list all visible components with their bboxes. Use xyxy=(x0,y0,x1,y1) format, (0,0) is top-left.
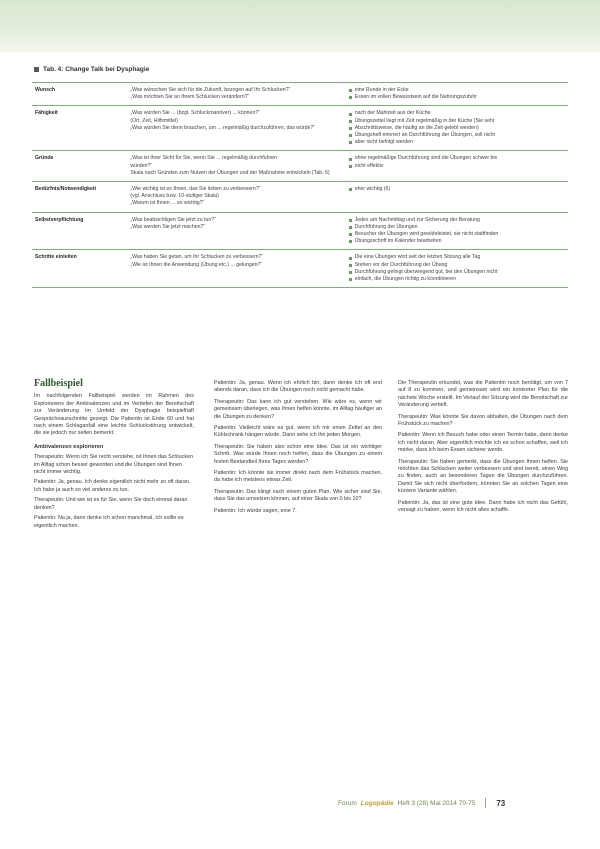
row-label: Schritte einleiten xyxy=(32,250,127,288)
change-talk-questions xyxy=(127,250,345,288)
answer-text: Essen im vollen Bewusstsein auf die Nahrungszufuhr xyxy=(354,94,477,101)
question-line: „Warum ist Ihnen ... so wichtig?“ xyxy=(130,200,205,207)
bullet-icon xyxy=(349,240,352,243)
caption-square-icon xyxy=(34,67,39,72)
answer-item xyxy=(349,217,565,224)
question-line: „Wie wichtig ist es Ihnen, das Sie lieben zu verbessern?“ xyxy=(130,186,261,193)
answer-text: Übungsheft erinnert an Durchführung der Übungen, soll nicht xyxy=(354,132,495,139)
bullet-icon xyxy=(349,188,352,191)
dialog-line: Therapeutin: Wenn ich Sie recht verstehe, ist Ihnen das Schlucken im Alltag schon besser geworden und die Übungen sind Ihnen nicht immer wichtig. xyxy=(34,454,194,476)
answer-item xyxy=(349,87,565,94)
example-answers xyxy=(346,212,568,250)
dialog-line: Patientin: Vielleicht wäre es gut, wenn ich mir einen Zettel an den Kühlschrank hängen würde. Dann sehe ich ihn jeden Morgen. xyxy=(214,425,382,439)
dialog-list xyxy=(214,380,382,515)
row-label: Bedürfnis/Notwendigkeit xyxy=(32,182,127,213)
answer-text: ohne regelmäßige Durchführung sind die Übungen schwer bis xyxy=(354,155,498,162)
answer-item xyxy=(349,276,565,283)
answer-text: Durchführung gelingt überwiegend gut, bei den Übungen nicht xyxy=(354,268,498,275)
question-line: Skala nach Gründen zum Nutzen der Übungen und der Maßnahme entwickeln (Tab. 5) xyxy=(130,169,330,176)
answer-text: eine Runde in der Ecke xyxy=(354,87,409,93)
dialog-line: Patientin: Ja, das ist eine gute Idee. Dann habe ich nicht das Gefühl, versagt zu haben, wenn ich nicht alles schaffe. xyxy=(398,499,568,514)
answer-text: Stehen vor der Durchführung der Übung xyxy=(354,261,448,268)
answer-item xyxy=(349,269,565,276)
column-3 xyxy=(398,380,568,519)
answer-text: Übungsschrift im Kalender bearbeiten xyxy=(354,238,442,245)
table-caption xyxy=(34,66,149,73)
dialog-line: Die Therapeutin erkundet, was die Patientin noch benötigt, um von 7 auf 8 zu kommen, und gemeinsam wird ein konkreter Plan für die nächste Woche erstellt. Im Verlauf der Sitzung wird die Bereitschaft zur Veränderung vertieft. xyxy=(398,380,568,409)
answer-text: Die eine Übungen wird seit der letzten Sitzung alle Tag xyxy=(354,254,481,261)
dialog-line: Patientin: Ja, genau. Wenn ich ehrlich bin, dann denke ich oft erst abends daran, dass ich die Übungen noch nicht gemacht habe. xyxy=(214,380,382,394)
answer-text: eher wichtig (6) xyxy=(354,186,391,193)
answer-item xyxy=(349,125,565,132)
row-label: Fähigkeit xyxy=(32,106,127,151)
question-line: „Was werden Sie jetzt machen?“ xyxy=(130,223,206,230)
question-line: „Wie ist Ihnen die Anwendung (Übung etc.) ... gelungen?“ xyxy=(130,261,263,268)
bullet-icon xyxy=(349,226,352,229)
table-row xyxy=(32,182,568,213)
dialog-line: Therapeutin: Und wie ist es für Sie, wenn Sie doch einmal daran denken? xyxy=(34,497,188,511)
answer-item xyxy=(349,238,565,245)
table-row xyxy=(32,83,568,106)
answer-item xyxy=(349,139,565,146)
bullet-icon xyxy=(349,141,352,144)
bullet-icon xyxy=(349,89,352,92)
page-footer xyxy=(338,798,574,808)
bullet-icon xyxy=(349,278,352,281)
question-line: „Was wünschen Sie sich für die Zukunft, bezogen auf Ihr Schlucken?“ xyxy=(130,87,291,93)
example-answers xyxy=(346,182,568,213)
dialog-line: Therapeutin: Sie haben also schon eine Idee. Das ist ein wichtiger Schritt. Was würde Ihnen noch helfen, dass die Übungen zu einem festen Bestandteil Ihres Tages werden? xyxy=(214,443,382,465)
answer-text: Besucher der Übungen wird gewährleistet, sie nicht stattfinden xyxy=(354,231,499,238)
answer-item xyxy=(349,163,565,170)
answer-text: Abschnittsweise, die häufig an die Zeit gelebt werden) xyxy=(354,124,479,131)
ambivalence-subhead: Ambivalenzen explorieren xyxy=(34,443,104,450)
column-2 xyxy=(214,380,382,519)
table-caption-text: Tab. 4: Change Talk bei Dysphagie xyxy=(43,66,150,73)
table-row xyxy=(32,212,568,250)
answer-item xyxy=(349,254,565,261)
question-line: „Was würden Sie denn brauchen, um ... regelmäßig durchzuführen, das würde?“ xyxy=(130,124,316,131)
answer-text: nach der Mahlzeit aus der Küche xyxy=(354,110,431,117)
dialog-line: Patientin: Na ja, dann denke ich schon manchmal, ich sollte es eigentlich machen. xyxy=(34,515,184,529)
answer-item xyxy=(349,94,565,101)
question-line: „Was ist Ihrer Sicht für Sie, wenn Sie ... regelmäßig durchführen xyxy=(130,155,277,162)
example-answers xyxy=(346,83,568,106)
change-talk-questions xyxy=(127,106,345,151)
example-answers xyxy=(346,250,568,288)
row-label: Selbstverpflichtung xyxy=(32,212,127,250)
answer-item xyxy=(349,118,565,125)
answer-text: einfach, die Übungen richtig zu koordinieren xyxy=(354,276,456,283)
example-answers xyxy=(346,151,568,182)
question-line: „Was beabsichtigen Sie jetzt zu tun?“ xyxy=(130,216,216,223)
case-title: Fallbeispiel xyxy=(34,378,83,389)
answer-text: Übungszettel liegt mit Zeit regelmäßig in der Küche (Sie sehr xyxy=(354,117,495,124)
bullet-icon xyxy=(349,219,352,222)
answer-text: Jedes am Nachmittag und zur Sicherung der Beratung xyxy=(354,216,480,223)
column-1 xyxy=(34,380,194,533)
question-line: „Was würden Sie ... (bzgl. Schluckmanöver) ... können?“ xyxy=(130,110,260,117)
change-talk-questions xyxy=(127,182,345,213)
dialog-list xyxy=(34,454,194,530)
bullet-icon xyxy=(349,264,352,267)
answer-item xyxy=(349,224,565,231)
change-talk-questions xyxy=(127,151,345,182)
question-line: würden?“ xyxy=(130,162,153,169)
dialog-list xyxy=(398,380,568,515)
bullet-icon xyxy=(349,120,352,123)
row-label: Wunsch xyxy=(32,83,127,106)
question-line: (vgl. Anschluss bzw. 10-stufiger Skala) xyxy=(130,193,219,200)
change-talk-questions xyxy=(127,212,345,250)
bullet-icon xyxy=(349,271,352,274)
answer-text: aber nicht befolgt werden xyxy=(354,139,413,146)
bullet-icon xyxy=(349,113,352,116)
bullet-icon xyxy=(349,233,352,236)
header-band xyxy=(0,0,600,52)
page-number: 73 xyxy=(496,798,506,808)
journal-name-emphasis: Logopädie xyxy=(360,799,394,807)
dialog-line: Patientin: Wenn ich Besuch habe oder einen Termin habe, dann denke ich nicht daran. Aber eigentlich möchte ich es schon schaffen, weil ich merke, dass ich beim Essen sicherer werde. xyxy=(398,432,568,454)
dialog-line: Therapeutin: Sie haben gemerkt, dass die Übungen Ihnen helfen. Sie möchten das Schlucken weiter verbessern und sind bereit, einen Weg zu finden, auch an besonderen Tagen die Übungen durchzuführen. Damit Sie sich nicht überfordern, könnten Sie an solchen Tagen eine kürzere Variante wählen. xyxy=(398,458,568,495)
footer-divider xyxy=(485,798,486,808)
table-row xyxy=(32,151,568,182)
dialog-line: Therapeutin: Das klingt nach einem guten Plan. Wie sicher sind Sie, dass Sie das umsetzen können, auf einer Skala von 0 bis 10? xyxy=(214,488,382,503)
bullet-icon xyxy=(349,257,352,260)
example-answers xyxy=(346,106,568,151)
answer-item xyxy=(349,132,565,139)
question-line: (Ort, Zeit, Hilfsmittel) xyxy=(130,117,178,124)
change-talk-questions xyxy=(127,83,345,106)
case-intro: Im nachfolgenden Fallbeispiel werden im Rahmen des Explorierens der Ambivalenzen und im Vertiefen der Bereitschaft zur Veränderung im Umfeld der Dysphagie beispielhaft Gesprächsausschnitte gezeigt. Die Patientin ist Ende 60 und hat nach einem Schlaganfall eine leichte Schluckstörung entwickelt, die sie jedoch nur selten bemerkt. xyxy=(34,393,194,437)
dialog-line: Therapeutin: Was könnte Sie davon abhalten, die Übungen nach dem Frühstück zu machen? xyxy=(398,413,568,428)
answer-item xyxy=(349,110,565,117)
answer-item xyxy=(349,155,565,162)
answer-item xyxy=(349,262,565,269)
dialog-line: Patientin: Ich würde sagen, eine 7. xyxy=(214,507,297,514)
journal-name: Forum xyxy=(338,799,357,807)
question-line: „Was möchten Sie an Ihrem Schlucken verändern?“ xyxy=(130,94,250,101)
question-line: „Was haben Sie getan, um Ihr Schlucken zu verbessern?“ xyxy=(130,254,264,261)
bullet-icon xyxy=(349,127,352,130)
row-label: Gründe xyxy=(32,151,127,182)
bullet-icon xyxy=(349,165,352,168)
bullet-icon xyxy=(349,134,352,137)
issue-info: Heft 3 (28) Mai 2014 70-75 xyxy=(397,799,476,807)
answer-text: nicht effektiv xyxy=(354,162,384,169)
table-row xyxy=(32,250,568,288)
table-row xyxy=(32,106,568,151)
dialog-line: Patientin: Ich könnte sie immer direkt nach dem Frühstück machen, da habe ich meistens etwas Zeit. xyxy=(214,470,382,484)
bullet-icon xyxy=(349,158,352,161)
change-talk-table xyxy=(32,82,568,288)
answer-text: Durchführung der Übungen xyxy=(354,223,418,230)
dialog-line: Therapeutin: Das kann ich gut verstehen. Wie wäre es, wenn wir gemeinsam überlegen, was Ihnen helfen könnte, im Alltag häufiger an die Übungen zu denken? xyxy=(214,398,382,420)
answer-item xyxy=(349,186,565,193)
dialog-line: Patientin: Ja, genau. Ich denke eigentlich nicht mehr so oft daran. Ich habe ja auch so viel anderes zu tun. xyxy=(34,479,191,493)
bullet-icon xyxy=(349,96,352,99)
